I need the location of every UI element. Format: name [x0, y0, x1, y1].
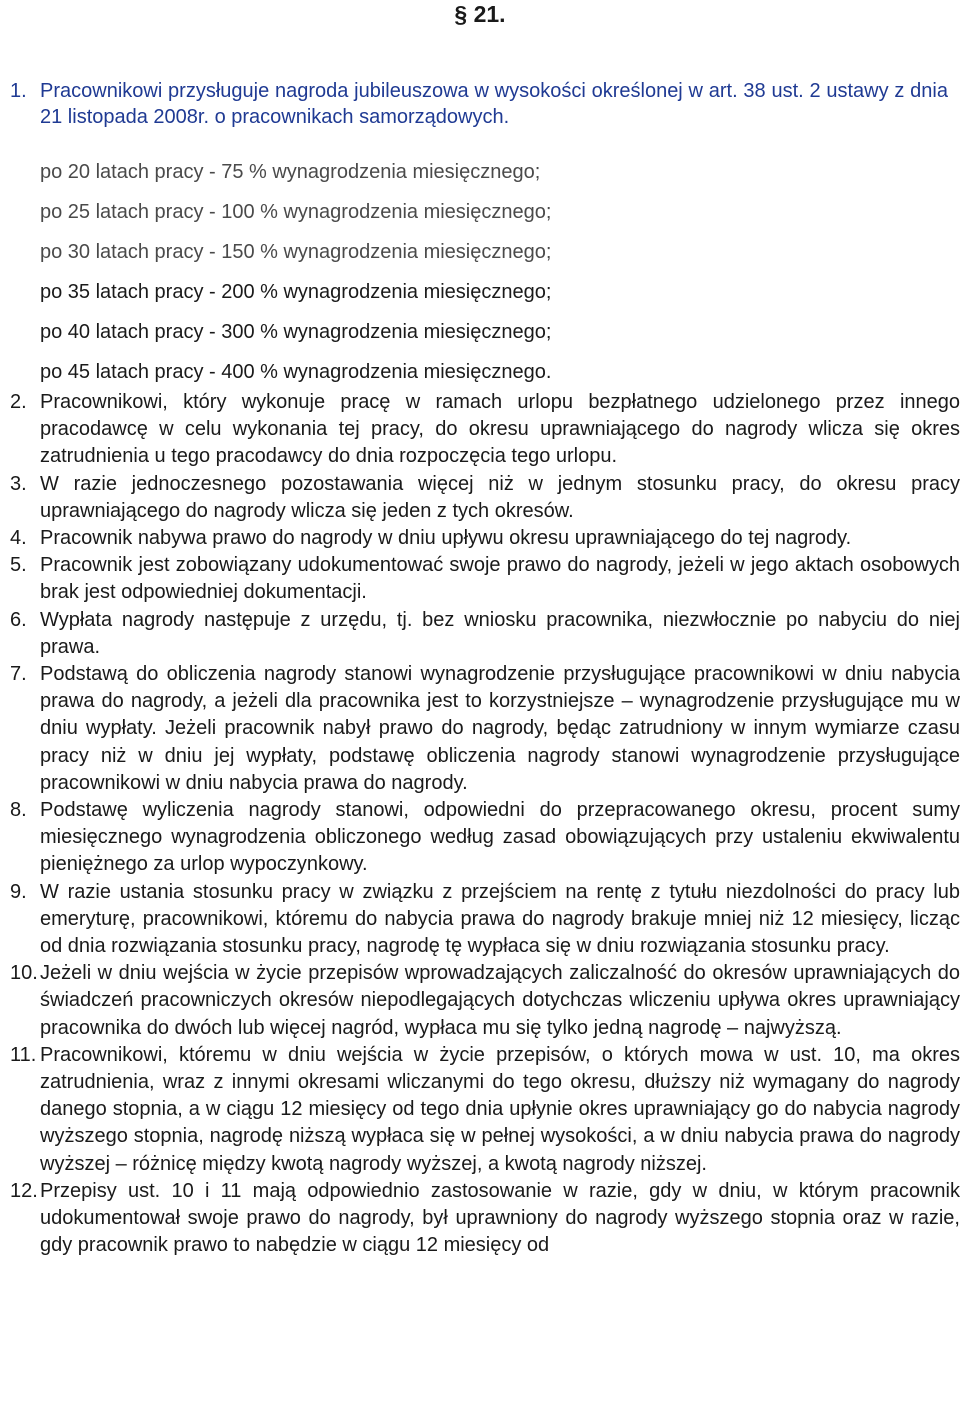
- paragraph-number: 9.: [10, 880, 27, 903]
- paragraph-1-text: Pracownikowi przysługuje nagroda jubileuszowa w wysokości określonej w art. 38 ust. 2 ustawy z dnia 21 listopada 2008r. o pracownikach samorządowych.: [40, 80, 948, 128]
- numbered-paragraph: [0, 525, 960, 552]
- numbered-paragraph: [0, 960, 960, 1042]
- numbered-paragraph: [0, 1178, 960, 1260]
- paragraph-text: Przepisy ust. 10 i 11 mają odpowiednio zastosowanie w razie, gdy w dniu, w którym pracownik udokumentował swoje prawo do nagrody, był uprawniony do nagrody wyższego stopnia oraz w razie, gdy pracownik prawo to nabędzie w ciągu 12 miesięcy od: [40, 1179, 960, 1257]
- paragraph-text: Wypłata nagrody następuje z urzędu, tj. bez wniosku pracownika, niezwłocznie po nabyciu do niej prawa.: [40, 608, 960, 658]
- paragraph-number: 8.: [10, 799, 27, 822]
- award-tier: po 45 latach pracy - 400 % wynagrodzenia miesięcznego.: [40, 361, 552, 383]
- paragraph-number: 11.: [10, 1043, 37, 1066]
- paragraph-1: [0, 78, 960, 130]
- numbered-paragraph: [0, 797, 960, 879]
- paragraph-text: Pracownikowi, który wykonuje pracę w ramach urlopu bezpłatnego udzielonego przez innego pracodawcę w celu wykonania tej pracy, do okresu uprawniającego do nagrody wlicza się okres zatrudnienia u tego pracodawcy do dnia rozpoczęcia tego urlopu.: [40, 391, 960, 468]
- paragraph-number: 3.: [10, 472, 27, 495]
- award-tier: po 40 latach pracy - 300 % wynagrodzenia miesięcznego;: [40, 321, 552, 343]
- paragraph-number: 4.: [10, 527, 27, 550]
- paragraph-text: W razie jednoczesnego pozostawania więcej niż w jednym stosunku pracy, do okresu pracy uprawniającego do nagrody wlicza się jeden z tych okresów.: [40, 472, 960, 522]
- paragraph-text: Pracownik nabywa prawo do nagrody w dniu upływu okresu uprawniającego do tej nagrody.: [40, 527, 852, 550]
- paragraph-text: Jeżeli w dniu wejścia w życie przepisów wprowadzających zaliczalność do okresów uprawniających do świadczeń pracowniczych okresów niepodlegających dotychczas wliczeniu upływa okres uprawniający pracownika do dwóch lub więcej nagród, wypłaca mu się tylko jedną nagrodę – najwyższą.: [40, 962, 960, 1039]
- numbered-paragraph: [0, 552, 960, 606]
- paragraph-number: 10.: [10, 962, 38, 985]
- paragraph-text: Pracownikowi, któremu w dniu wejścia w życie przepisów, o których mowa w ust. 10, ma okres zatrudnienia, wraz z innymi okresami wliczanymi do tego okresu, dłuższy niż wymagany do nagrody danego stopnia, a w ciągu 12 miesięcy od tego dnia upłynie okres uprawniający go do nabycia nagrody wyższego stopnia, nagrodę niższą wypłaca się w pełnej wysokości, a w dniu nabycia prawa do nagrody wyższej – różnicę między kwotą nagrody wyższej, a kwotą nagrody niższej.: [40, 1043, 960, 1175]
- paragraph-text: Pracownik jest zobowiązany udokumentować swoje prawo do nagrody, jeżeli w jego aktach osobowych brak jest odpowiedniej dokumentacji.: [40, 554, 960, 604]
- paragraph-text: Podstawę wyliczenia nagrody stanowi, odpowiedni do przepracowanego okresu, procent sumy miesięcznego wynagrodzenia obliczonego według zasad obowiązujących przy ustaleniu ekwiwalentu pieniężnego za urlop wypoczynkowy.: [40, 799, 960, 876]
- paragraph-number: 12.: [10, 1179, 38, 1202]
- numbered-paragraph: [0, 389, 960, 471]
- paragraph-number: 5.: [10, 554, 27, 577]
- paragraph-text: W razie ustania stosunku pracy w związku z przejściem na rentę z tytułu niezdolności do pracy lub emeryturę, pracownikowi, któremu do nabycia prawa do nagrody brakuje mniej niż 12 miesięcy, licząc od dnia rozwiązania stosunku pracy, nagrodę tę wypłaca się w dniu rozwiązania stosunku pracy.: [40, 880, 960, 958]
- award-tier: po 20 latach pracy - 75 % wynagrodzenia miesięcznego;: [40, 161, 541, 183]
- numbered-paragraph: [0, 607, 960, 661]
- paragraph-number: 7.: [10, 663, 27, 686]
- numbered-paragraph: [0, 471, 960, 525]
- award-tier-list: [40, 152, 940, 392]
- award-tier: po 30 latach pracy - 150 % wynagrodzenia miesięcznego;: [40, 241, 552, 263]
- paragraph-text: Podstawą do obliczenia nagrody stanowi wynagrodzenie przysługujące pracownikowi w dniu nabycia prawa do nagrody, a jeżeli dla pracownika jest to korzystniejsze – wynagrodzenie przysługujące mu w dniu wypłaty. Jeżeli pracownik nabył prawo do nagrody, będąc zatrudniony w innym wymiarze czasu pracy niż w dniu jej wypłaty, podstawę obliczenia nagrody stanowi wynagrodzenie przysługujące pracownikowi w dniu nabycia prawa do nagrody.: [40, 663, 960, 794]
- numbered-paragraph: [0, 1042, 960, 1178]
- numbered-paragraph: [0, 661, 960, 797]
- paragraph-number: 6.: [10, 608, 27, 631]
- numbered-paragraph-list: [0, 389, 960, 1260]
- award-tier: po 35 latach pracy - 200 % wynagrodzenia miesięcznego;: [40, 281, 552, 303]
- section-heading: § 21.: [454, 1, 506, 27]
- numbered-paragraph: [0, 879, 960, 961]
- award-tier: po 25 latach pracy - 100 % wynagrodzenia miesięcznego;: [40, 201, 552, 223]
- paragraph-1-number: 1.: [10, 80, 27, 102]
- paragraph-number: 2.: [10, 391, 27, 413]
